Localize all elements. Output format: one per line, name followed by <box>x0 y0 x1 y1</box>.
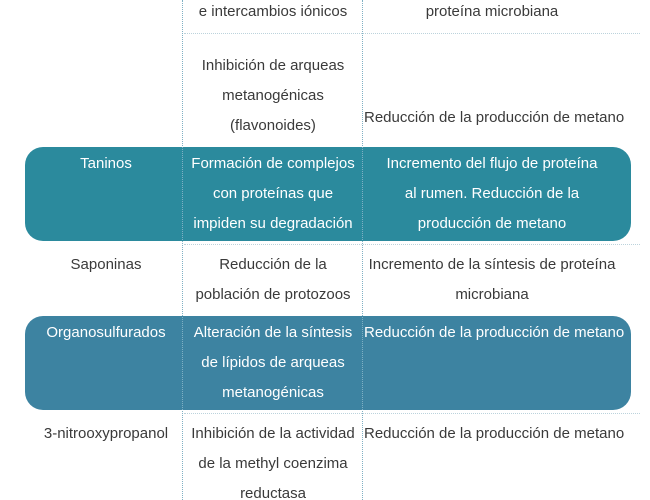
cell-line: (flavonoides) <box>230 117 316 134</box>
row-separator <box>184 413 640 414</box>
cell-line: Taninos <box>80 155 132 172</box>
cell-line: producción de metano <box>417 215 567 232</box>
cell-line: 3-nitrooxypropanol <box>43 425 169 442</box>
row-separator <box>184 244 640 245</box>
table-cell-effect <box>364 250 620 310</box>
table-cell-effect <box>364 149 620 239</box>
cell-line: Inhibición de la actividad <box>191 425 355 442</box>
cell-line: Alteración de la síntesis <box>193 324 353 341</box>
cell-line: Inhibición de arqueas <box>201 57 345 74</box>
cell-line: de lípidos de arqueas <box>201 354 345 371</box>
cell-line: población de protozoos <box>195 286 351 303</box>
cell-line: Incremento del flujo de proteína <box>386 155 598 172</box>
table-cell-effect <box>364 318 625 348</box>
cell-line: impiden su degradación <box>193 215 353 232</box>
table-cell-effect <box>364 419 625 449</box>
cell-line: Formación de complejos <box>191 155 355 172</box>
table-cell-effect <box>364 0 620 27</box>
cell-line: reductasa <box>240 485 306 500</box>
cell-line: proteína microbiana <box>425 3 559 20</box>
table-cell-mechanism <box>184 149 362 239</box>
cell-line: metanogénicas <box>222 384 324 401</box>
table-cell-mechanism <box>184 419 362 500</box>
table-cell-mechanism <box>184 51 362 141</box>
table-cell-mechanism <box>184 318 362 408</box>
table-cell-mechanism <box>184 250 362 310</box>
cell-line: con proteínas que <box>212 185 334 202</box>
table-cell-effect <box>364 103 625 133</box>
table-cell-mechanism <box>184 0 362 27</box>
cell-line: al rumen. Reducción de la <box>404 185 580 202</box>
cell-line: Reducción de la producción de metano <box>364 109 625 126</box>
cell-line: Reducción de la producción de metano <box>364 425 625 442</box>
cell-line: Organosulfurados <box>46 324 166 341</box>
table-cell-compound <box>30 149 182 179</box>
cell-line: de la methyl coenzima <box>198 455 348 472</box>
table-cell-compound <box>30 419 182 449</box>
table-cell-compound <box>30 318 182 348</box>
cell-line: Saponinas <box>70 256 142 273</box>
column-divider-2 <box>362 0 363 500</box>
cell-line: metanogénicas <box>222 87 324 104</box>
cell-line: microbiana <box>455 286 529 303</box>
row-separator <box>184 33 640 34</box>
cell-line: e intercambios iónicos <box>198 3 348 20</box>
table-cell-compound <box>30 250 182 280</box>
cell-line: Incremento de la síntesis de proteína <box>368 256 616 273</box>
column-divider-1 <box>182 0 183 500</box>
cell-line: Reducción de la <box>219 256 327 273</box>
cell-line: Reducción de la producción de metano <box>364 324 625 341</box>
